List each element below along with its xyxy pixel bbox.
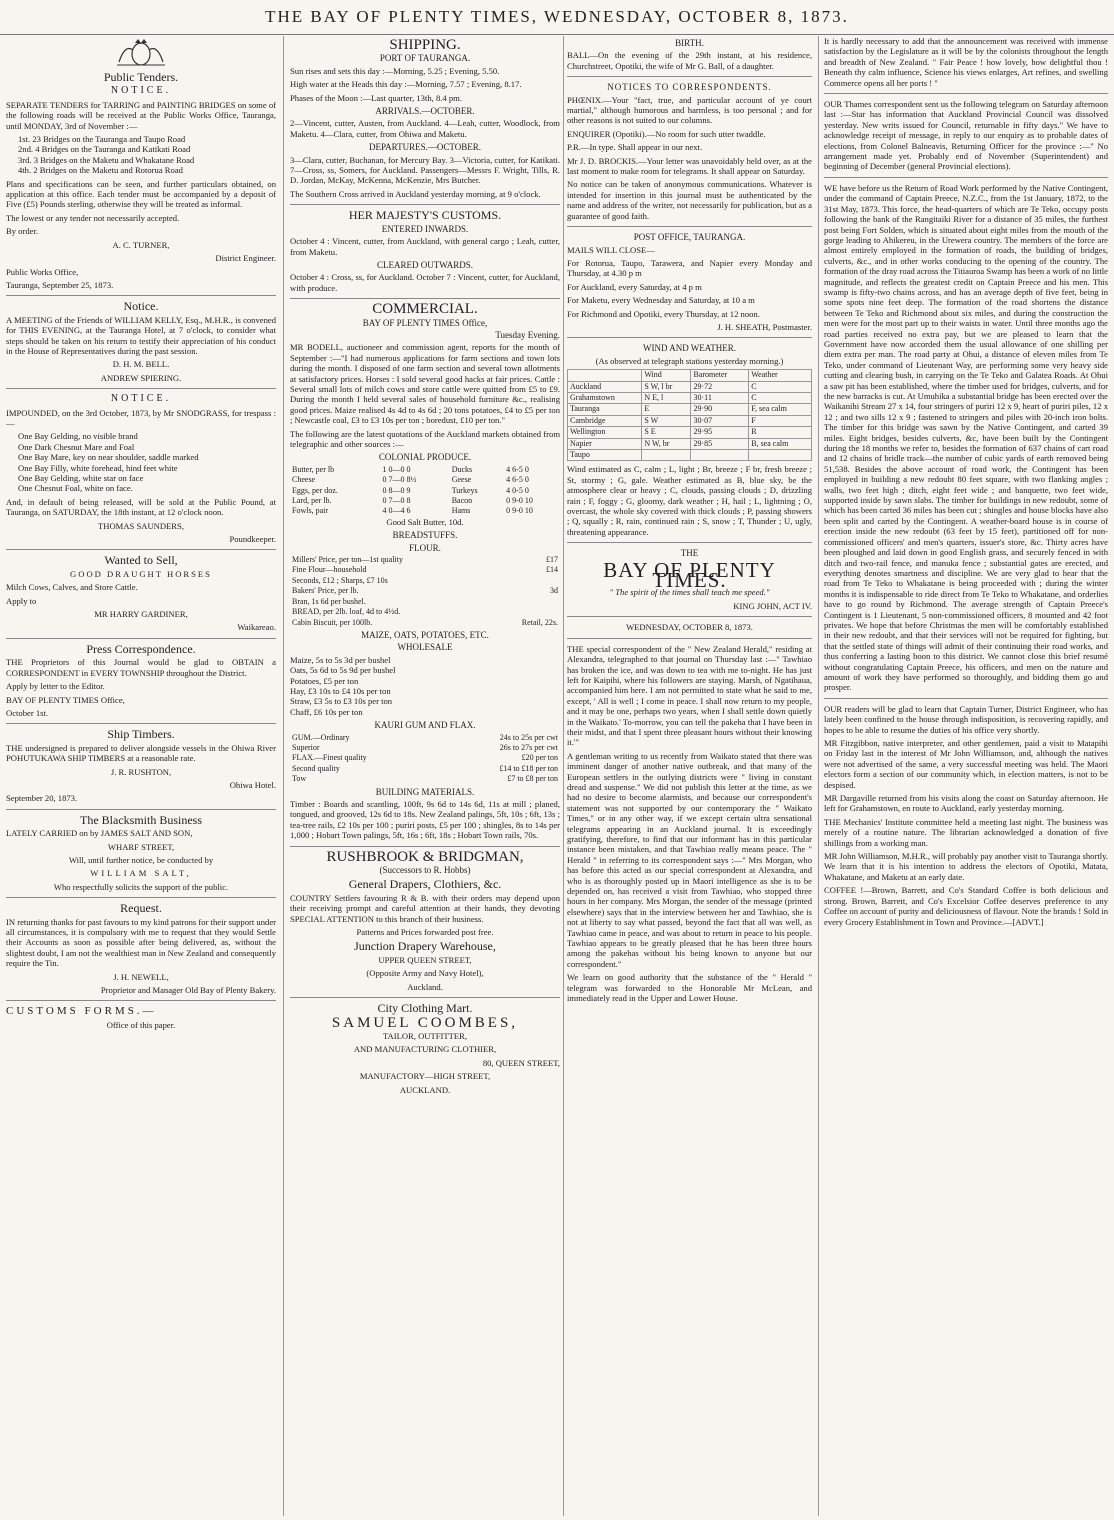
cleared-outwards-heading: CLEARED OUTWARDS. bbox=[377, 259, 473, 270]
wind-weather-subheading: (As observed at telegraph stations yesterday morning.) bbox=[595, 355, 784, 366]
column-rule bbox=[818, 36, 819, 1516]
column-4 bbox=[824, 36, 1108, 1516]
wanted-place: Waikareao. bbox=[237, 622, 276, 633]
list-item: One Bay Filly, white forehead, hind feet white bbox=[18, 462, 178, 473]
table-row: Taupo bbox=[568, 450, 812, 461]
shipping-heading: SHIPPING. bbox=[389, 37, 461, 53]
birth-notice: BALL—On the evening of the 29th instant, at his residence, Churchstreet, Opotiki, the wife of Mr G. Ball, of a daughter. bbox=[567, 50, 812, 71]
paper-title: BAY OF PLENTY TIMES. bbox=[603, 557, 776, 593]
list-item: One Dark Chesnut Mare and Foal bbox=[18, 441, 135, 452]
correspondent-note: ENQUIRER (Opotiki).—No room for such utter twaddle. bbox=[567, 128, 766, 139]
press-heading: Press Correspondence. bbox=[86, 641, 196, 656]
signature-title: Ohiwa Hotel. bbox=[229, 779, 276, 790]
list-item: 4th. 2 Bridges on the Maketu and Rotorua Road bbox=[18, 165, 183, 176]
divider bbox=[824, 177, 1108, 178]
postmaster-signature: J. H. SHEATH, Postmaster. bbox=[717, 321, 812, 332]
commercial-date: Tuesday Evening. bbox=[495, 329, 560, 340]
table-row: Tauranga E 29·90 F, sea calm bbox=[568, 404, 812, 415]
press-office: BAY OF PLENTY TIMES Office, bbox=[6, 694, 125, 705]
divider bbox=[824, 93, 1108, 94]
colonial-produce-heading: COLONIAL PRODUCE. bbox=[378, 452, 472, 463]
table-row: Cheese 0 7—0 8½ Geese 4 6-5 0 bbox=[292, 475, 529, 485]
mail-line: For Maketu, every Wednesday and Saturday, at 10 a m bbox=[567, 295, 755, 306]
list-item: Potatoes, £5 per ton bbox=[290, 675, 359, 686]
breadstuffs-heading: BREADSTUFFS. bbox=[392, 530, 458, 541]
news-paragraph: MR Fitzgibbon, native interpreter, and other gentlemen, paid a visit to Matapihi on Friday last in the interest of Mr John Williamson, and, although the natives were not advertised of the same, a very successful meeting was held. The Maori electors form a section of our community which, in election matters, is not to be despised. bbox=[824, 738, 1108, 790]
divider bbox=[824, 698, 1108, 699]
list-item: Oats, 5s 6d to 5s 9d per bushel bbox=[290, 665, 396, 676]
list-item: Maize, 5s to 5s 3d per bushel bbox=[290, 654, 391, 665]
divider bbox=[567, 542, 812, 543]
bridge-list bbox=[6, 134, 276, 176]
produce-note: Good Salt Butter, 10d. bbox=[386, 516, 464, 527]
junction-line: UPPER QUEEN STREET, bbox=[378, 954, 472, 965]
news-paragraph: MR Dargaville returned from his visits along the coast on Saturday afternoon. He left for Grahamstown, en route to Auckland, early yesterday morning. bbox=[824, 793, 1108, 814]
news-paragraph: MR John Williamson, M.H.R., will probably pay another visit to Tauranga shortly. We learn that it is his intention to address the electors of Opotiki, Matata, Whakatane, and Maketu at an early date. bbox=[824, 851, 1108, 882]
office-date: Tauranga, September 25, 1873. bbox=[6, 279, 114, 290]
list-item: Chaff, £6 10s per ton bbox=[290, 706, 363, 717]
column-1 bbox=[6, 36, 276, 1516]
junction-line: (Opposite Army and Navy Hotel), bbox=[366, 968, 484, 979]
table-row: Cambridge S W 30·07 F bbox=[568, 415, 812, 426]
table-row: Eggs, per doz. 0 8—0 9 Turkeys 4 0-5 0 bbox=[292, 485, 529, 495]
correspondent-note: Mr J. D. BROCKIS.—Your letter was unavoidably held over, as at the last moment to make room for telegrams. It shall appear on Saturday. bbox=[567, 155, 812, 177]
wanted-items: GOOD DRAUGHT HORSES bbox=[70, 568, 212, 579]
news-paragraph: OUR readers will be glad to learn that Captain Turner, District Engineer, who has lately been confined to the house through indisposition, is recovering rapidly, and hopes to be able to resume the duties of his office very shortly. bbox=[824, 703, 1108, 735]
news-paragraph: It is hardly necessary to add that the announcement was received with immense satisfaction by the Legislature as it will be by the colonists throughout the length and breadth of New Zealand. " Fair Peace ! how lovely, how delightful thou ! Beneath thy calm influence, Science his views enlarges, Art refines, and swelling Commerce opens all her ports ! " bbox=[824, 36, 1108, 88]
table-row: Millers' Price, per ton—1st quality £17 bbox=[292, 555, 558, 565]
entered-inwards-heading: ENTERED INWARDS. bbox=[381, 223, 469, 234]
ship-timbers-date: September 20, 1873. bbox=[6, 793, 78, 804]
customs-forms: CUSTOMS FORMS.— bbox=[6, 1005, 157, 1018]
signature: A. C. TURNER, bbox=[112, 239, 170, 250]
mail-line: For Richmond and Opotiki, every Thursday, at 12 noon. bbox=[567, 308, 760, 319]
breadstuffs-table bbox=[290, 555, 560, 628]
table-row: Seconds, £12 ; Sharps, £7 10s bbox=[292, 575, 388, 585]
table-row: Fine Flour—household £14 bbox=[292, 565, 558, 575]
notice-heading: Notice. bbox=[123, 299, 159, 314]
editorial-date: WEDNESDAY, OCTOBER 8, 1873. bbox=[626, 622, 753, 633]
table-row: FLAX.—Finest quality £20 per ton bbox=[292, 753, 558, 763]
mails-close: MAILS WILL CLOSE— bbox=[567, 244, 655, 255]
press-paragraph: Apply by letter to the Editor. bbox=[6, 681, 105, 692]
mail-line: For Auckland, every Saturday, at 4 p m bbox=[567, 281, 702, 292]
public-tenders-heading: Public Tenders. bbox=[103, 70, 179, 84]
signature: ANDREW SPIERING. bbox=[100, 372, 182, 383]
departures-list: 3—Clara, cutter, Buchanan, for Mercury Bay. 3—Victoria, cutter, for Katikati. 7—Cross, ss, Somers, for Auckland. Passengers—Messrs F. Wright, Tills, R. D. Jordan, McKay, McKenna, McKenzie, Mrs Butcher. bbox=[290, 154, 560, 186]
birth-heading: BIRTH. bbox=[675, 38, 704, 48]
wanted-name: MR HARRY GARDINER, bbox=[94, 609, 188, 620]
paper-title-the: THE bbox=[680, 548, 699, 559]
customs-line: October 4 : Cross, ss, for Auckland. October 7 : Vincent, cutter, for Auckland, with produce. bbox=[290, 272, 560, 293]
weather-table bbox=[567, 369, 812, 461]
coombes-line: AND MANUFACTURING CLOTHIER, bbox=[353, 1044, 497, 1055]
blacksmith-line: Who respectfully solicits the support of the public. bbox=[53, 881, 229, 892]
office-line: Public Works Office, bbox=[6, 266, 79, 277]
departures-heading: DEPARTURES.—OCTOBER. bbox=[369, 142, 481, 153]
table-row: BREAD, per 2lb. loaf, 4d to 4½d. bbox=[292, 607, 401, 617]
list-item: Hay, £3 10s to £4 10s per ton bbox=[290, 685, 391, 696]
masthead: THE BAY OF PLENTY TIMES, WEDNESDAY, OCTOBER 8, 1873. bbox=[0, 0, 1114, 35]
shipping-subheading: PORT OF TAURANGA. bbox=[379, 53, 471, 64]
wanted-line: Apply to bbox=[6, 595, 37, 606]
motto-attribution: KING JOHN, ACT IV. bbox=[733, 600, 812, 611]
news-paragraph: WE have before us the Return of Road Work performed by the Native Contingent, under the command of Captain Preece, N.Z.C., from the 1st January, 1872, to the 31st May, 1873. This force, the head-quarters of which are Te Teko, occupy posts following the bank of the Rangitaiki River for a distance of 35 miles, the furthest post being Fort Solden, which is situated about eight miles from the mouth of the gorge leading to Ahikereu, in the Urewera country. The members of the force are almost entirely employed in the formation of roads, the building of bridges, culverts, &c., and in other works conducing to the opening of the country. The formation of the dray road across the Titiauroa Swamp has been a work of no little magnitude, and reflects the greatest credit on Captain Preece and his men. This swamp is fifty-two chains across, and has an average depth of five feet, being in some spots nine feet deep. The formation of the road shortens the distance between Te Teko and Richmond about six miles, and during the construction the men were for the most part up to their waists in water. Until three months ago the road parties received no extra pay, but we are pleased to learn that the Government have now accorded them the usual allowance of one shilling per diem extra per man. The road party at Ohui, a distance of eleven miles from Te Teko, under command of Lieutenant Way, are performing some very heavy side cutting and clearing bush, in carrying on the Te Teko and Galatea Roads. At Ohui a saw pit has been established, where the timber used for bridges, culverts, and for the new barracks is cut. At Umuhika a substantial bridge has been erected over the Waikanihi Stream 27 x 14, four stringers of puriri 12 x 9, heart of puriri piles, 12 x 12 ; and two sills 12 x 9 ; fastened to stringers and piles with 20-inch iron bolts. The timber for this bridge was sawn by the Native Contingent, and carted 39 miles. Eight bridges, besides culverts, &c, have been built by the Contingent during the 18 months we refer to, besides the formation of 637 chains of cart road and 12 chains of bridle track—the number of cubic yards of earth removed being 51,538. Besides the above account of road work, the Contingent has been employed in building a new redoubt 80 feet square, with two flanking angles ; walls, two feet high ; ditch, eight feet wide ; and banquette, two feet wide, supported inside by sawn slabs. The timber for buildings in new redoubt, some of which has been carted 36 miles has been cut ; shingles and house blocks have also been split and carted by the Contingent. A weather-board house is in course of erection inside the new redoubt (63 feet by 15 feet), partitioned off for non-commissioned officers' and men's quarters, issuer's store, &c. Thirty acres have been ploughed and laid down in good English grass, and securely fenced in with ditch and two-rail fence, and manuka fence ; substantial gates are erected, and everything denotes smartness and discipline. We are very glad to hear that the road from Te Teko to Whakatane is being proceeded with ; during the winter months it is indispensable to ride direct from Te Teko to Whakatane, and orderlies have to go round by Richmond. The average strength of Captain Preece's Contingent is 1 Lieutenant, 5 non-commissioned officers, 8 mounted and 42 foot privates. We hope that before Christmas the men will be comfortably established in their new redoubt, and that their services will not be required for fighting, but that the settled state of things will admit of their continuing their road works, and thus conferring a lasting boon to this district. We cannot close this brief resumé without congratulating Captain Preece, his officers, and men on the nature and amount of work they have performed so thoroughly, and bidding them go and prosper. bbox=[824, 182, 1108, 693]
colonial-produce-table bbox=[290, 465, 560, 517]
divider bbox=[6, 897, 276, 898]
divider bbox=[6, 809, 276, 810]
coombes-line: AUCKLAND. bbox=[399, 1084, 451, 1095]
arrivals-heading: ARRIVALS.—OCTOBER. bbox=[375, 106, 475, 117]
list-item: One Bay Gelding, white star on face bbox=[18, 473, 144, 483]
signature-title: District Engineer. bbox=[215, 253, 276, 264]
divider bbox=[6, 295, 276, 296]
divider bbox=[6, 723, 276, 724]
notice-paragraph: A MEETING of the Friends of WILLIAM KELLY, Esq., M.H.R., is convened for THIS EVENING, at the Tauranga Hotel, at 7 o'clock, to consider what steps should be taken on his return to testify their appreciation of his conduct in the House of Representatives during the past session. bbox=[6, 314, 276, 356]
divider bbox=[567, 226, 812, 227]
table-row: Second quality £14 to £18 per ton bbox=[292, 763, 558, 773]
table-row: Butter, per lb 1 0—0 0 Ducks 4 6-5 0 bbox=[292, 464, 529, 474]
column-2 bbox=[290, 36, 560, 1516]
blacksmith-name: WILLIAM SALT, bbox=[90, 868, 192, 879]
table-row: Cabin Biscuit, per 100lb. Retail, 22s. bbox=[292, 617, 558, 627]
customs-line: October 4 : Vincent, cutter, from Auckland, with general cargo ; Leah, cutter, from Maketu. bbox=[290, 236, 560, 257]
correspondent-note: No notice can be taken of anonymous communications. Whatever is intended for insertion in this journal must be authenticated by the name and address of the writer, not necessarily for publication, but as a guarantee of good faith. bbox=[567, 179, 812, 221]
rushbrook-trade: General Drapers, Clothiers, &c. bbox=[348, 877, 502, 892]
news-paragraph: COFFEE !—Brown, Barrett, and Co's Standard Coffee is both delicious and strong. Brown, Barrett, and Co's Excelsior Coffee deserves preference to any Coffee on account of purity and deliciousness of flavour. Note the brands ! Sold in every Grocery Establishment in Town and Province.—[ADVT.] bbox=[824, 885, 1108, 927]
list-item: 3rd. 3 Bridges on the Maketu and Whakatane Road bbox=[18, 154, 195, 165]
list-item: One Chesnut Foal, white on face. bbox=[18, 483, 133, 494]
rushbrook-paragraph: COUNTRY Settlers favouring R & B. with their orders may depend upon their receiving prompt and careful attention at their hands, they devoting SPECIAL ATTENTION to this branch of their business. bbox=[290, 892, 560, 924]
customs-heading: HER MAJESTY'S CUSTOMS. bbox=[348, 208, 502, 223]
signature: J. H. NEWELL, bbox=[113, 971, 169, 982]
editorial-paragraph: A gentleman writing to us recently from Waikato stated that there was imminent danger of another native outbreak, and that many of the European settlers in the outlying districts were " living in constant dread and suspense." We did not publish this letter at the time, as we had no desire to become alarmists, and because our correspondent's statement was not supported by our contemporary the " Waikato Times," or in any other way, if we except certain ultra sensational telegrams appearing in an Auckland journal. It is exceedingly gratifying, therefore, to find that our informant has in this particular instance been mistaken, and that Tawhiao really means peace. The " Herald " in referring to its correspondent says :—" Mrs Morgan, who has before this acted as our special correspondent at Alexandra, and who is as thoroughly posted up in Maori intelligence as she is to be depended on, has received a visit from Tawhiao, who stopped three hours in her company. Mrs Morgan, the sender of the message (printed elsewhere) says that in the interview between her and Tawhiao, she is not at liberty to say what passed, beyond the fact that all was well, as Tawhiao came in peace, and was about to return in peace to his people. Tawhiao appears to be greatly pleased that he has been three hours among the pakehas without his being known to anyone but our correspondent." bbox=[567, 750, 812, 969]
city-clothing-heading: City Clothing Mart. bbox=[377, 1001, 473, 1016]
column-rule bbox=[283, 36, 284, 1516]
maize-list bbox=[290, 655, 560, 717]
divider bbox=[290, 846, 560, 847]
divider bbox=[290, 997, 560, 998]
list-item: Straw, £3 5s to £3 10s per ton bbox=[290, 696, 393, 707]
divider bbox=[567, 337, 812, 338]
royal-arms-crest-icon bbox=[111, 38, 171, 68]
table-row: Bran, 1s 6d per bushel. bbox=[292, 596, 366, 606]
divider bbox=[567, 616, 812, 617]
table-row: Grahamstown N E, l 30·11 C bbox=[568, 392, 812, 403]
editorial-paragraph: We learn on good authority that the substance of the " Herald " telegram was forwarded to the Honorable Mr McLean, and immediately read in the Upper and Lower House. bbox=[567, 972, 812, 1004]
samuel-coombes-heading: SAMUEL COOMBES, bbox=[331, 1014, 519, 1031]
tender-by: By order. bbox=[6, 226, 38, 237]
column-3 bbox=[567, 36, 812, 1516]
news-paragraph: THE Mechanics' Institute committee held a meeting last night. The business was merely of a routine nature. The librarian acknowledged a donation of five shillings from a working man. bbox=[824, 816, 1108, 848]
arrivals-list: 2—Vincent, cutter, Austen, from Auckland. 4—Leah, cutter, Woodlock, from Maketu. 4—Clara, cutter, from Ohiwa and Maketu. bbox=[290, 118, 560, 139]
commercial-heading: COMMERCIAL. bbox=[372, 301, 478, 318]
divider bbox=[567, 638, 812, 639]
list-item: One Bay Mare, key on near shoulder, saddle marked bbox=[18, 452, 199, 463]
signature-title: Poundkeeper. bbox=[229, 534, 276, 545]
rushbrook-note: Patterns and Prices forwarded post free. bbox=[356, 927, 494, 938]
blacksmith-line: Will, until further notice, be conducted by bbox=[68, 854, 214, 865]
signature: D. H. M. BELL. bbox=[112, 359, 170, 370]
correspondents-heading: NOTICES TO CORRESPONDENTS. bbox=[607, 82, 772, 93]
customs-forms-office: Office of this paper. bbox=[106, 1019, 176, 1030]
maize-heading: MAIZE, OATS, POTATOES, ETC. bbox=[361, 629, 489, 640]
divider bbox=[290, 298, 560, 299]
weather-key: Wind estimated as C, calm ; L, light ; Br, breeze ; F br, fresh breeze ; St, stormy ; G, gale. Weather estimated as B, blue sky, be the atmosphere clear or heavy ; C, clouds, passing clouds ; D, drizzling rain ; F, foggy ; G, gloomy, dark weather ; H, hail ; L, lightning ; O, overcast, the whole sky covered with thick clouds ; P, passing showers ; Q, squally ; R, rain, continued rain ; S, snow ; T, Thunder ; U, ugly, threatening appearance. bbox=[567, 464, 812, 537]
mail-line: For Rotorua, Taupo, Tarawera, and Napier every Monday and Thursday, at 4.30 p m bbox=[567, 257, 812, 279]
shipping-line: Phases of the Moon :—Last quarter, 13th, 8.4 pm. bbox=[290, 92, 462, 103]
request-paragraph: IN returning thanks for past favours to my kind patrons for their support under all circumstances, it is compulsory with me to request that they would Settle their Accounts as soon as possible after being delivered, as, without the slightest doubt, I am not the wealthiest man in New Zealand and consequently require the Tin. bbox=[6, 916, 276, 969]
wanted-heading: Wanted to Sell, bbox=[104, 553, 178, 568]
rushbrook-successors: (Successors to R. Hobbs) bbox=[379, 865, 471, 876]
table-row: Napier N W, br 29·85 B, sea calm bbox=[568, 438, 812, 449]
impounded-paragraph: IMPOUNDED, on the 3rd October, 1873, by Mr SNODGRASS, for trespass :— bbox=[6, 407, 276, 428]
signature: J. R. RUSHTON, bbox=[110, 766, 172, 777]
blacksmith-heading: The Blacksmith Business bbox=[80, 812, 202, 827]
shipping-line: Sun rises and sets this day :—Morning, 5.25 ; Evening, 5.50. bbox=[290, 65, 500, 76]
ship-timbers-heading: Ship Timbers. bbox=[107, 727, 175, 742]
press-date: October 1st. bbox=[6, 707, 49, 718]
commercial-office: BAY OF PLENTY TIMES Office, bbox=[362, 317, 488, 328]
divider bbox=[567, 76, 812, 77]
column-rule bbox=[563, 36, 564, 1516]
table-row: Wellington S E 29·95 R bbox=[568, 427, 812, 438]
blacksmith-line: LATELY CARRIED on by JAMES SALT AND SON, bbox=[6, 828, 193, 839]
correspondent-note: PHŒNIX.—Your "fact, true, and particular account of ye court martial," although humorous and harmless, is too personal ; and for other reasons is not suited to our columns. bbox=[567, 94, 812, 126]
list-item: One Bay Gelding, no visible brand bbox=[18, 431, 138, 442]
shipping-line: The Southern Cross arrived in Auckland yesterday morning, at 9 o'clock. bbox=[290, 188, 541, 199]
post-office-heading: POST OFFICE, TAURANGA. bbox=[633, 232, 746, 243]
notice-heading: NOTICE. bbox=[110, 85, 172, 97]
rushbrook-heading: RUSHBROOK & BRIDGMAN, bbox=[326, 848, 524, 865]
shipping-line: High water at the Heads this day :—Morning, 7.57 ; Evening, 8.17. bbox=[290, 79, 522, 90]
divider bbox=[6, 388, 276, 389]
tender-paragraph: Plans and specifications can be seen, and further particulars obtained, on application at this office. Each tender must be accompanied by a deposit of Five (£5) Pounds sterling, otherwise they will be treated as informal. bbox=[6, 178, 276, 210]
table-row: Auckland S W, l br 29·72 C bbox=[568, 381, 812, 392]
tender-paragraph: The lowest or any tender not necessarily accepted. bbox=[6, 212, 180, 223]
building-materials-heading: BUILDING MATERIALS. bbox=[375, 786, 475, 797]
wanted-line: Milch Cows, Calves, and Store Cattle. bbox=[6, 582, 138, 593]
editorial-paragraph: THE special correspondent of the " New Zealand Herald," residing at Alexandra, telegraphed to that journal on Thursday last :—" Tawhiao has broken the ice, and was down to tea with me to-night. He has just left for Kaipihi, where his followers are staying. Marsh, of Ngatihaua, accompanied him here. I am not permitted to state what he said to me, except, ' All is well ; I come in peace. I shall now return to my people, and it may be one, perhaps two years, when I shall settle down quietly in the Waikato.' To-morrow, you can tell the pakeha that I have been in their midst, and that I spent three pleasant hours without their knowing it.'" bbox=[567, 643, 812, 748]
coombes-line: MANUFACTORY—HIGH STREET, bbox=[359, 1071, 491, 1082]
ship-timbers-paragraph: THE undersigned is prepared to deliver alongside vessels in the Ohiwa River POHUTUKAWA SHIP TIMBERS at a reasonable rate. bbox=[6, 742, 276, 764]
table-row: Tow £7 to £8 per ton bbox=[292, 774, 558, 784]
commercial-paragraph: MR BODELL, auctioneer and commission agent, reports for the month of September :—"I had numerous applications for farm sections and town lots during the month. I disposed of one farm section and several town allotments at satisfactory prices. Horses : I sold several good hacks at fair prices. Cattle : Several small lots of milch cows and store cattle were quitted from £5 to £9. During the month I held several sales of household furniture &c., realising good prices. Maize realised 4s 4d to 4s 6d ; 20 tons potatoes, £4 to £5 per ton ; Newcastle coal, £3 to £3 10s per ton ; boredust, £10 per ton." bbox=[290, 342, 560, 426]
table-header: Wind Barometer Weather bbox=[568, 370, 812, 381]
signature: THOMAS SAUNDERS, bbox=[98, 520, 184, 531]
wholesale-heading: WHOLESALE bbox=[397, 642, 453, 653]
request-heading: Request. bbox=[120, 901, 162, 916]
table-row: Lard, per lb. 0 7—0 8 Bacon 0 9-0 10 bbox=[292, 496, 533, 506]
divider bbox=[290, 204, 560, 205]
table-row: Bakers' Price, per lb. 3d bbox=[292, 586, 558, 596]
impounded-list bbox=[6, 431, 276, 493]
impounded-paragraph: And, in default of being released, will be sold at the Public Pound, at Tauranga, on SATURDAY, the 18th instant, at 12 o'clock noon. bbox=[6, 496, 276, 518]
kauri-gum-heading: KAURI GUM AND FLAX. bbox=[374, 720, 476, 731]
divider bbox=[6, 1000, 276, 1001]
wind-weather-heading: WIND AND WEATHER. bbox=[642, 343, 737, 354]
table-row: Fowls, pair 4 0—4 6 Hams 0 9-0 10 bbox=[292, 506, 533, 516]
flour-heading: FLOUR. bbox=[409, 542, 441, 553]
notice-heading: NOTICE. bbox=[110, 393, 172, 405]
list-item: 1st. 23 Bridges on the Tauranga and Taupo Road bbox=[18, 134, 186, 145]
table-row: GUM.—Ordinary 24s to 25s per cwt bbox=[292, 732, 558, 742]
press-paragraph: THE Proprietors of this Journal would be glad to OBTAIN a CORRESPONDENT in EVERY TOWNSHIP throughout the District. bbox=[6, 657, 276, 678]
signature-title: Proprietor and Manager Old Bay of Plenty Bakery. bbox=[100, 985, 276, 996]
table-row: Superior 26s to 27s per cwt bbox=[292, 742, 558, 752]
paper-motto: " The spirit of the times shall teach me speed." bbox=[609, 587, 770, 598]
coombes-line: TAILOR, OUTFITTER, bbox=[382, 1030, 468, 1041]
divider bbox=[6, 549, 276, 550]
news-paragraph: OUR Thames correspondent sent us the following telegram on Saturday afternoon last :—Star has information that Auckland Provincial Council was dissolved yesterday. New writs issued for Council, returnable in fifty days." We have to acknowledge receipt of message, in reply to our enquiry as to probable dates of elections, from Colonel Balneavis, Returning Officer for the province :—" No arrangement made yet. Probably end of November (Superintendent) and beginning of December (general Provincial elections). bbox=[824, 99, 1108, 172]
coombes-line: 80, QUEEN STREET, bbox=[482, 1057, 560, 1068]
building-materials-paragraph: Timber : Boards and scantling, 100ft, 9s 6d to 14s 6d, 11s at mill ; planed, tongued, and grooved, 12s 6d to 18s. New Zealand palings, 5ft, 10s ; 6ft, 13s ; tea-tree rails, £2 10s per 100 ; puriri posts, £5 per 100 ; shingles, 8s to 14s per 1,000 ; Hobart Town palings, 5ft, 16s ; 6ft, 18s ; Hobart Town rails, 70s. bbox=[290, 799, 560, 841]
junction-drapery-heading: Junction Drapery Warehouse, bbox=[354, 939, 496, 954]
divider bbox=[6, 638, 276, 639]
tender-paragraph: SEPARATE TENDERS for TARRING and PAINTING BRIDGES on some of the following roads will be received at the Public Works Office, Tauranga, until MONDAY, 3rd of November :— bbox=[6, 99, 276, 131]
correspondent-note: P.R.—In type. Shall appear in our next. bbox=[567, 142, 703, 153]
commercial-paragraph: The following are the latest quotations of the Auckland markets obtained from telegraphic and other sources :— bbox=[290, 428, 560, 449]
kauri-gum-table bbox=[290, 733, 560, 785]
junction-line: Auckland. bbox=[407, 981, 443, 992]
list-item: 2nd. 4 Bridges on the Tauranga and Katikati Road bbox=[18, 144, 191, 155]
blacksmith-line: WHARF STREET, bbox=[107, 841, 175, 852]
